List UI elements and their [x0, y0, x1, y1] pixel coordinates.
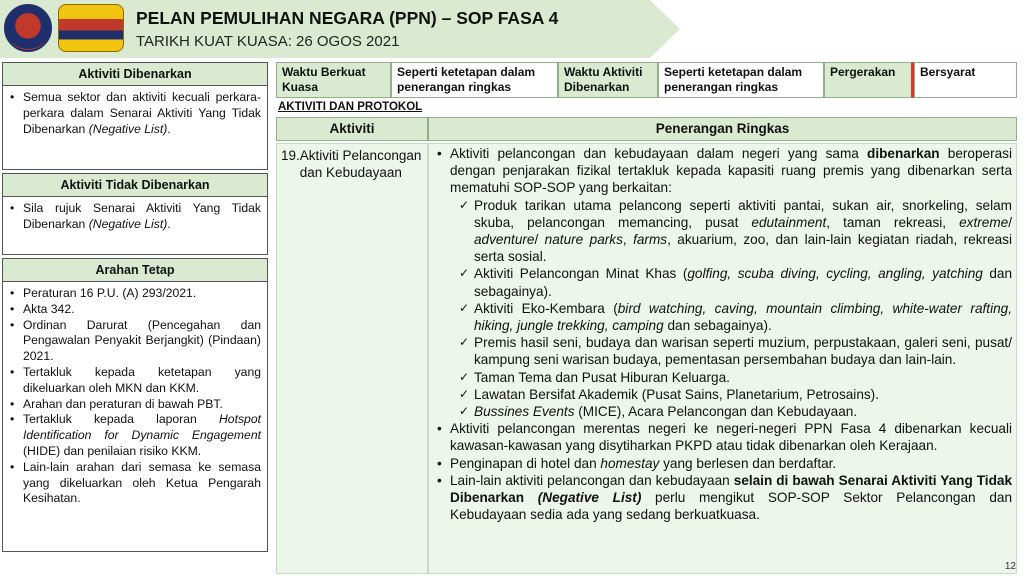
list-item: • Akta 342. [9, 302, 261, 318]
list-item: • Arahan dan peraturan di bawah PBT. [9, 397, 261, 413]
list-item: • Lain-lain aktiviti pelancongan dan kebudayaan selain di bawah Senarai Aktiviti Yang Tidak Dibenarkan (Negative List) perlu mengikut SOP-SOP Sektor Pelancongan dan Kebudayaan sedia ada yang sedang berkuatkuasa. [435, 472, 1012, 524]
checklist-item: ✓ Aktiviti Pelancongan Minat Khas (golfing, scuba diving, cycling, angling, yatching dan sebagainya). [459, 265, 1012, 299]
list-item: • Peraturan 16 P.U. (A) 293/2021. [9, 286, 261, 302]
page-title: PELAN PEMULIHAN NEGARA (PPN) – SOP FASA 4 [136, 8, 559, 28]
checklist-item: ✓ Aktiviti Eko-Kembara (bird watching, caving, mountain climbing, white-water rafting, hiking, jungle trekking, camping dan sebagainya). [459, 300, 1012, 334]
panel-body-not-allowed [2, 197, 268, 255]
checklist-item: ✓ Produk tarikan utama pelancong seperti aktiviti pantai, sukan air, snorkeling, selam skuba, pelancongan memancing, pusat edutainment, taman rekreasi, extreme/ adventure/ nature parks, farms, akuarium, zoo, dan lain-lain kegiatan riadah, rekreasi serta sosial. [459, 197, 1012, 266]
activity-cell [276, 143, 428, 574]
column-header-penerangan: Penerangan Ringkas [428, 117, 1017, 141]
section-label: AKTIVITI DAN PROTOKOL [278, 101, 423, 113]
checklist-item: ✓ Premis hasil seni, budaya dan warisan seperti muzium, perpustakaan, galeri seni, pusat/ kampung seni warisan budaya, pementasan persembahan budaya dan lain-lain. [459, 334, 1012, 368]
panel-heading-standing-orders: Arahan Tetap [2, 258, 268, 282]
table-row [276, 143, 1017, 574]
list-item: • Tertakluk kepada laporan Hotspot Identification for Dynamic Engagement (HIDE) dan penilaian risiko KKM. [9, 412, 261, 459]
list-item: • Lain-lain arahan dari semasa ke semasa yang dikeluarkan oleh Ketua Pengarah Kesihatan. [9, 460, 261, 507]
panel-body-allowed [2, 86, 268, 170]
description-cell [428, 143, 1017, 574]
activity-name: Aktiviti Pelancongan dan Kebudayaan [299, 148, 422, 180]
header-band [0, 0, 680, 58]
column-header-aktiviti: Aktiviti [276, 117, 428, 141]
list-item: • Sila rujuk Senarai Aktiviti Yang Tidak Dibenarkan (Negative List). [9, 201, 261, 233]
list-item: • Penginapan di hotel dan homestay yang berlesen dan berdaftar. [435, 455, 1012, 472]
waktu-aktiviti-label: Waktu Aktiviti Dibenarkan [558, 62, 658, 98]
table-header [276, 117, 1017, 141]
list-item: • Ordinan Darurat (Pencegahan dan Pengawalan Penyakit Berjangkit) (Pindaan) 2021. [9, 318, 261, 365]
checklist-item: ✓ Bussines Events (MICE), Acara Pelancongan dan Kebudayaan. [459, 403, 1012, 420]
checklist-item: ✓ Lawatan Bersifat Akademik (Pusat Sains, Planetarium, Petrosains). [459, 386, 1012, 403]
list-item: • Aktiviti pelancongan merentas negeri ke negeri-negeri PPN Fasa 4 dibenarkan kecuali kawasan-kawasan yang disytiharkan PKPD atau tidak dibenarkan oleh Kerajaan. [435, 420, 1012, 454]
panel-body-standing-orders [2, 282, 268, 552]
list-item: • Semua sektor dan aktiviti kecuali perkara-perkara dalam Senarai Aktiviti Yang Tidak Dibenarkan (Negative List). [9, 90, 261, 137]
page-subtitle: TARIKH KUAT KUASA: 26 OGOS 2021 [136, 33, 400, 50]
waktu-aktiviti-value: Seperti ketetapan dalam penerangan ringkas [658, 62, 824, 98]
left-column [2, 62, 268, 552]
waktu-berkuat-kuasa-label: Waktu Berkuat Kuasa [276, 62, 391, 98]
panel-heading-allowed: Aktiviti Dibenarkan [2, 62, 268, 86]
list-item: • Aktiviti pelancongan dan kebudayaan dalam negeri yang sama dibenarkan beroperasi dengan penjarakan fizikal tertakluk kepada kapasiti ruang premis yang dibenarkan serta mematuhi SOP-SOP yang berkaitan: [435, 145, 1012, 197]
pergerakan-label: Pergerakan [824, 62, 914, 98]
panel-heading-not-allowed: Aktiviti Tidak Dibenarkan [2, 173, 268, 197]
page-number: 12 [1004, 561, 1016, 572]
mkn-logo [4, 4, 52, 52]
list-item: • Tertakluk kepada ketetapan yang dikeluarkan oleh MKN dan KKM. [9, 365, 261, 397]
checklist-item: ✓ Taman Tema dan Pusat Hiburan Keluarga. [459, 369, 1012, 386]
pergerakan-value: Bersyarat [914, 62, 1017, 98]
info-strip [276, 62, 1017, 98]
row-number: 19. [281, 148, 300, 163]
waktu-berkuat-kuasa-value: Seperti ketetapan dalam penerangan ringkas [391, 62, 558, 98]
coat-of-arms-logo [58, 4, 124, 52]
